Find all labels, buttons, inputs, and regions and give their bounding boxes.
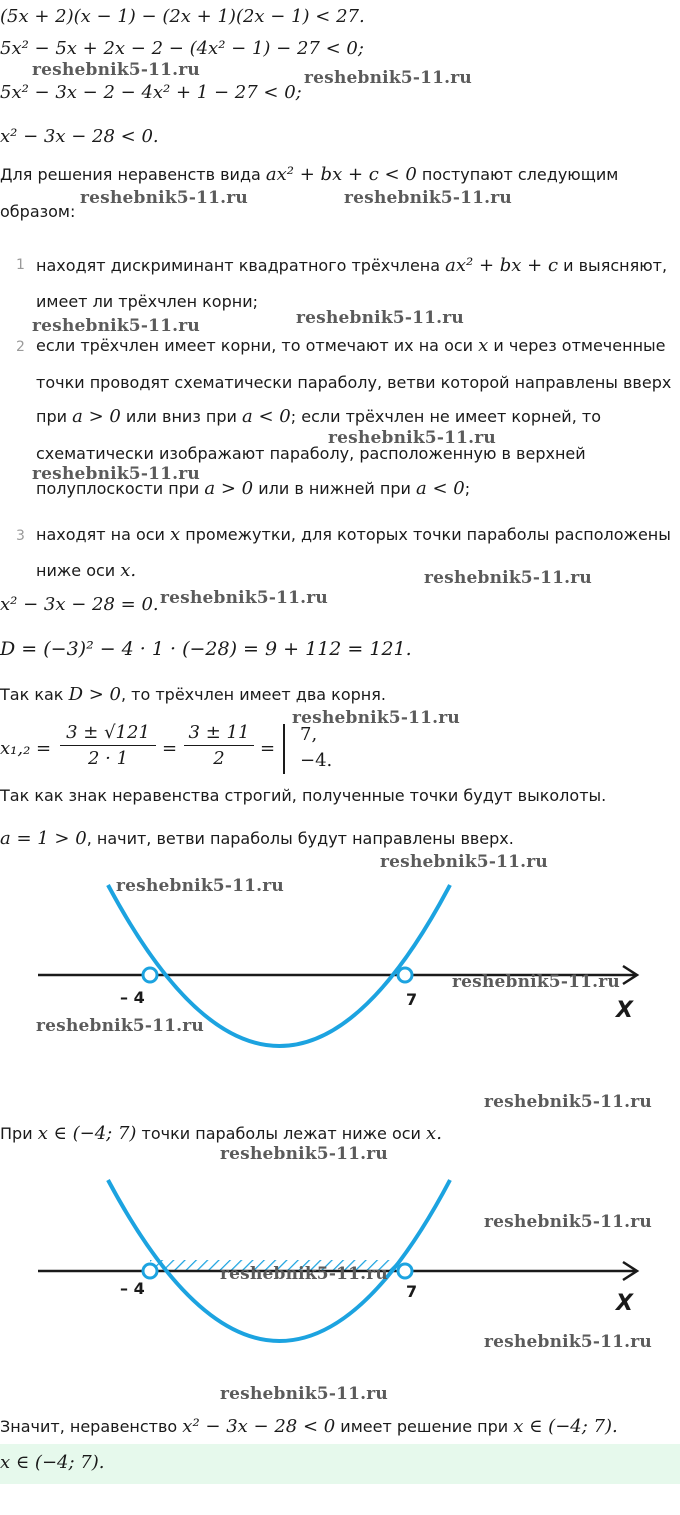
list-item-formula: a > 0	[204, 478, 254, 499]
equals-sign: =	[260, 738, 276, 759]
step-line-1: (5x + 2)(x − 1) − (2x + 1)(2x − 1) < 27.	[0, 6, 365, 27]
list-item-text: ; если трёхчлен не имеет корней, то	[290, 407, 601, 426]
watermark: reshebnik5-11.ru	[80, 188, 248, 208]
watermark: reshebnik5-11.ru	[160, 588, 328, 608]
list-item-2-line-1	[36, 335, 666, 357]
root-point-right	[398, 968, 412, 982]
list-item-text: ;	[464, 479, 471, 498]
left-root-label: – 4	[120, 988, 145, 1007]
text: , то трёхчлен имеет два корня.	[120, 685, 386, 704]
list-item-formula: a < 0	[242, 406, 291, 427]
conclusion-line	[0, 1416, 618, 1438]
list-item-2-line-2: точки проводят схематически параболу, ветви которой направлены вверх	[36, 373, 672, 392]
list-item-1-line-2: имеет ли трёхчлен корни;	[36, 292, 258, 311]
list-item-1-line-1	[36, 255, 667, 277]
left-root-label: – 4	[120, 1279, 145, 1298]
fraction-2	[184, 722, 254, 769]
fraction-2-numerator: 3 ± 11	[188, 722, 250, 743]
root-point-right	[398, 1264, 412, 1278]
watermark: reshebnik5-11.ru	[292, 708, 460, 728]
intro-text	[0, 164, 618, 186]
intro-part2: поступают следующим	[421, 165, 619, 184]
list-item-formula: ax² + bx + c	[445, 255, 559, 276]
list-item-text: ниже оси	[36, 561, 116, 580]
root-1: 7,	[300, 724, 318, 745]
list-item-formula: x	[478, 335, 489, 356]
list-item-text: и выясняют,	[563, 256, 668, 275]
list-number-3: 3	[16, 528, 25, 544]
text: Так как	[0, 685, 64, 704]
root-2: −4.	[300, 750, 333, 771]
roots-lhs: x₁,₂ =	[0, 738, 52, 759]
list-item-text: полуплоскости при	[36, 479, 200, 498]
text: точки параболы лежат ниже оси	[141, 1124, 421, 1143]
list-item-text: находят дискриминант квадратного трёхчлена	[36, 256, 441, 275]
equals-sign: =	[162, 738, 178, 759]
root-bracket	[283, 724, 285, 774]
watermark: reshebnik5-11.ru	[220, 1144, 388, 1164]
watermark: reshebnik5-11.ru	[296, 308, 464, 328]
list-item-2-line-3	[36, 406, 601, 428]
formula: x.	[426, 1123, 442, 1144]
watermark: reshebnik5-11.ru	[452, 972, 620, 992]
list-item-3-line-1	[36, 524, 671, 546]
list-item-text: или в нижней при	[258, 479, 411, 498]
watermark: reshebnik5-11.ru	[220, 1384, 388, 1404]
watermark: reshebnik5-11.ru	[32, 316, 200, 336]
fraction-1-numerator: 3 ± √121	[66, 722, 150, 743]
axis-label: X	[616, 1291, 633, 1316]
watermark: reshebnik5-11.ru	[304, 68, 472, 88]
watermark: reshebnik5-11.ru	[328, 428, 496, 448]
step-line-2: 5x² − 5x + 2x − 2 − (4x² − 1) − 27 < 0;	[0, 38, 364, 59]
list-number-2: 2	[16, 339, 25, 355]
list-number-1: 1	[16, 257, 25, 273]
below-axis-line	[0, 1123, 442, 1145]
watermark: reshebnik5-11.ru	[32, 60, 200, 80]
list-item-3-line-2	[36, 560, 136, 582]
list-item-text: и через отмеченные	[493, 336, 666, 355]
watermark: reshebnik5-11.ru	[116, 876, 284, 896]
formula: x² − 3x − 28 < 0	[182, 1416, 336, 1437]
list-item-formula: a > 0	[72, 406, 121, 427]
watermark: reshebnik5-11.ru	[220, 1264, 388, 1284]
step-line-4: x² − 3x − 28 < 0.	[0, 126, 159, 147]
fraction-1	[60, 722, 156, 769]
text: При	[0, 1124, 33, 1143]
formula: x ∈ (−4; 7).	[513, 1416, 618, 1437]
text: имеет решение при	[340, 1417, 509, 1436]
watermark: reshebnik5-11.ru	[424, 568, 592, 588]
intro-part1: Для решения неравенств вида	[0, 165, 261, 184]
step-line-3: 5x² − 3x − 2 − 4x² + 1 − 27 < 0;	[0, 82, 302, 103]
watermark: reshebnik5-11.ru	[484, 1092, 652, 1112]
axis-label: X	[616, 998, 633, 1023]
watermark: reshebnik5-11.ru	[32, 464, 200, 484]
watermark: reshebnik5-11.ru	[380, 852, 548, 872]
text: Значит, неравенство	[0, 1417, 178, 1436]
branches-line	[0, 828, 514, 850]
text: , начит, ветви параболы будут направлены вверх.	[86, 829, 514, 848]
strict-sign-line: Так как знак неравенства строгий, полученные точки будут выколоты.	[0, 786, 607, 805]
root-point-left	[143, 1264, 157, 1278]
watermark: reshebnik5-11.ru	[344, 188, 512, 208]
watermark: reshebnik5-11.ru	[484, 1212, 652, 1232]
list-item-2-line-4: схематически изображают параболу, расположенную в верхней	[36, 444, 586, 463]
fraction-2-denominator: 2	[213, 748, 225, 769]
right-root-label: 7	[406, 1282, 418, 1301]
root-point-left	[143, 968, 157, 982]
right-root-label: 7	[406, 990, 418, 1009]
quadratic-equation: x² − 3x − 28 = 0.	[0, 594, 159, 615]
two-roots-line	[0, 684, 386, 706]
intro-part3: образом:	[0, 202, 76, 221]
list-item-formula: x.	[120, 560, 137, 581]
formula: a = 1 > 0	[0, 828, 87, 849]
parabola-graph-2	[0, 1150, 680, 1350]
list-item-text: если трёхчлен имеет корни, то отмечают их на оси	[36, 336, 474, 355]
formula: x ∈ (−4; 7)	[37, 1123, 137, 1144]
list-item-text: находят на оси	[36, 525, 165, 544]
answer: x ∈ (−4; 7).	[0, 1452, 105, 1473]
list-item-text: промежутки, для которых точки параболы расположены	[185, 525, 671, 544]
list-item-text: при	[36, 407, 68, 426]
watermark: reshebnik5-11.ru	[484, 1332, 652, 1352]
list-item-formula: x	[170, 524, 181, 545]
list-item-formula: a < 0	[416, 478, 465, 499]
formula: D > 0	[68, 684, 121, 705]
fraction-1-denominator: 2 · 1	[87, 748, 129, 769]
watermark: reshebnik5-11.ru	[36, 1016, 204, 1036]
list-item-text: или вниз при	[125, 407, 237, 426]
intro-formula: ax² + bx + c < 0	[265, 164, 417, 185]
discriminant-line: D = (−3)² − 4 · 1 · (−28) = 9 + 112 = 121.	[0, 638, 412, 660]
